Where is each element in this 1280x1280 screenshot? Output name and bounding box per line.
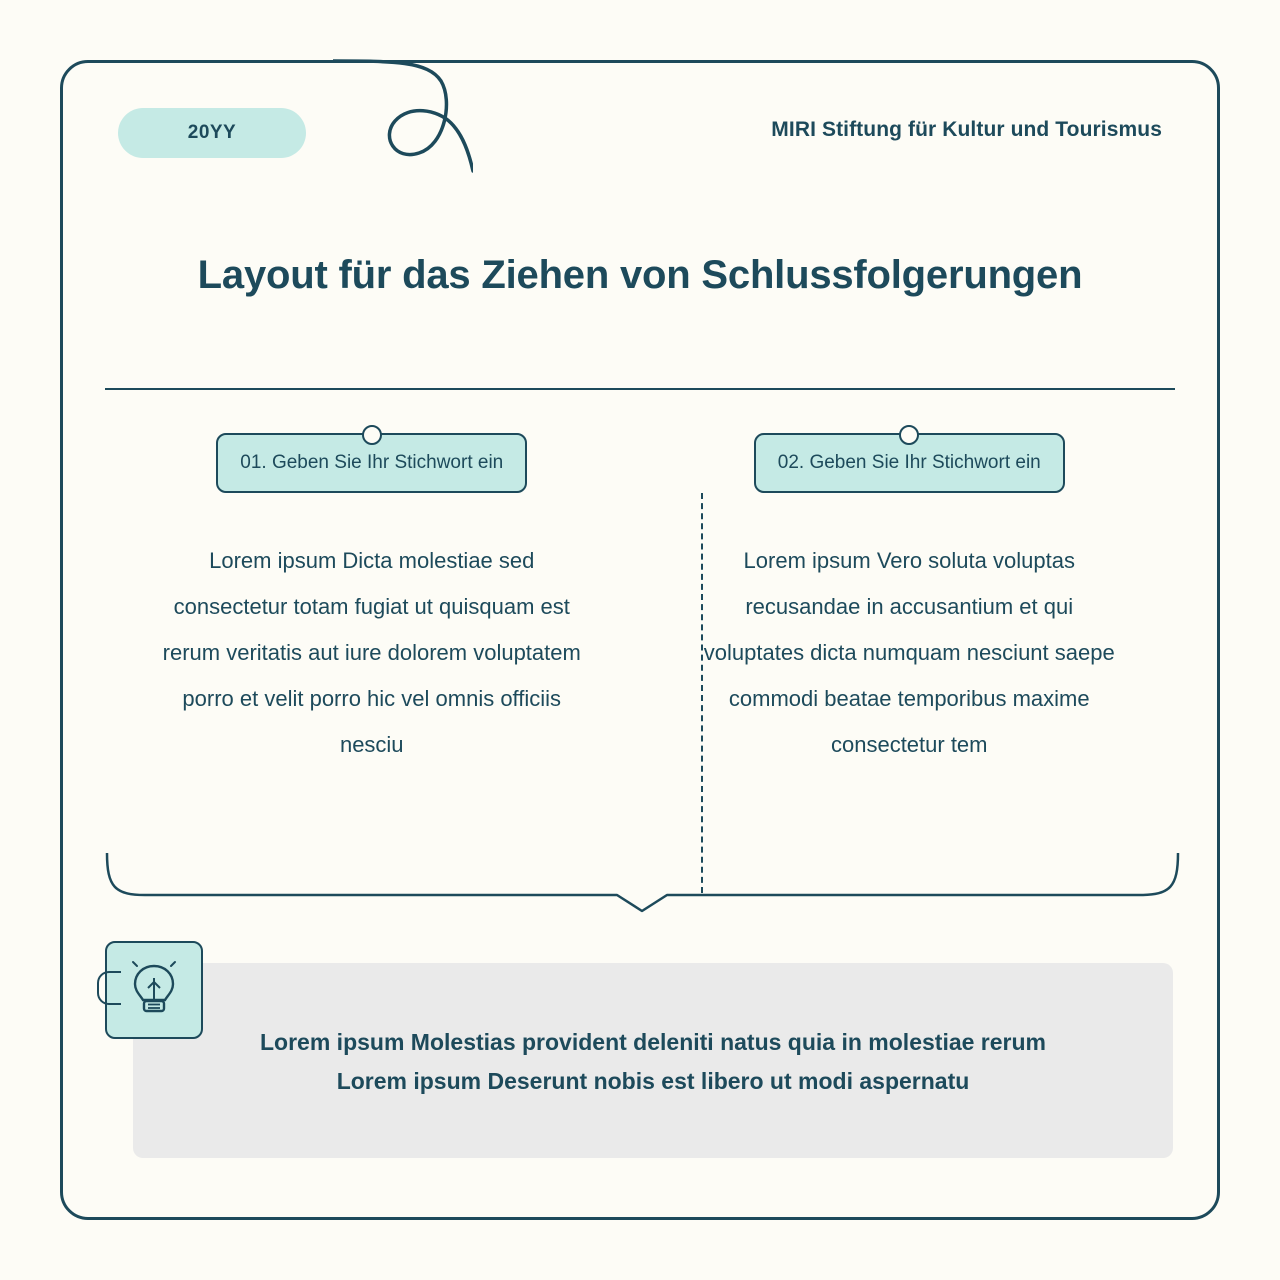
bulb-glyph xyxy=(127,960,181,1020)
column-body-1: Lorem ipsum Dicta molestiae sed consectetur totam fugiat ut quisquam est rerum veritatis aut iure dolorem voluptatem porro et velit porro hic vel omnis officiis nesciu xyxy=(162,548,581,757)
note-line-1: Lorem ipsum Molestias provident deleniti natus quia in molestiae rerum xyxy=(260,1029,1046,1055)
column-1 xyxy=(103,433,641,768)
loop-decoration xyxy=(333,53,473,173)
page-title: Layout für das Ziehen von Schlussfolgerungen xyxy=(197,253,1083,297)
chip-wrap-2 xyxy=(754,433,1065,493)
header-divider xyxy=(105,388,1175,390)
note-line-2: Lorem ipsum Deserunt nobis est libero ut modi aspernatu xyxy=(336,1068,970,1094)
year-badge: 20YY xyxy=(118,108,306,158)
column-2 xyxy=(641,433,1179,768)
bracket-connector xyxy=(105,853,1180,913)
note-text xyxy=(133,1023,1173,1101)
keyword-chip-1[interactable]: 01. Geben Sie Ihr Stichwort ein xyxy=(216,433,527,493)
ring-icon xyxy=(899,425,919,445)
column-body-2: Lorem ipsum Vero soluta voluptas recusandae in accusantium et qui voluptates dicta numquam nesciunt saepe commodi beatae temporibus maxime consectetur tem xyxy=(703,548,1115,757)
keyword-chip-2[interactable]: 02. Geben Sie Ihr Stichwort ein xyxy=(754,433,1065,493)
columns-container xyxy=(103,433,1178,768)
column-separator xyxy=(701,493,703,893)
ring-icon xyxy=(362,425,382,445)
clip-shape xyxy=(97,971,121,1005)
chip-wrap-1 xyxy=(216,433,527,493)
poster-frame xyxy=(60,60,1220,1220)
organization-title: MIRI Stiftung für Kultur und Tourismus xyxy=(771,118,1162,141)
